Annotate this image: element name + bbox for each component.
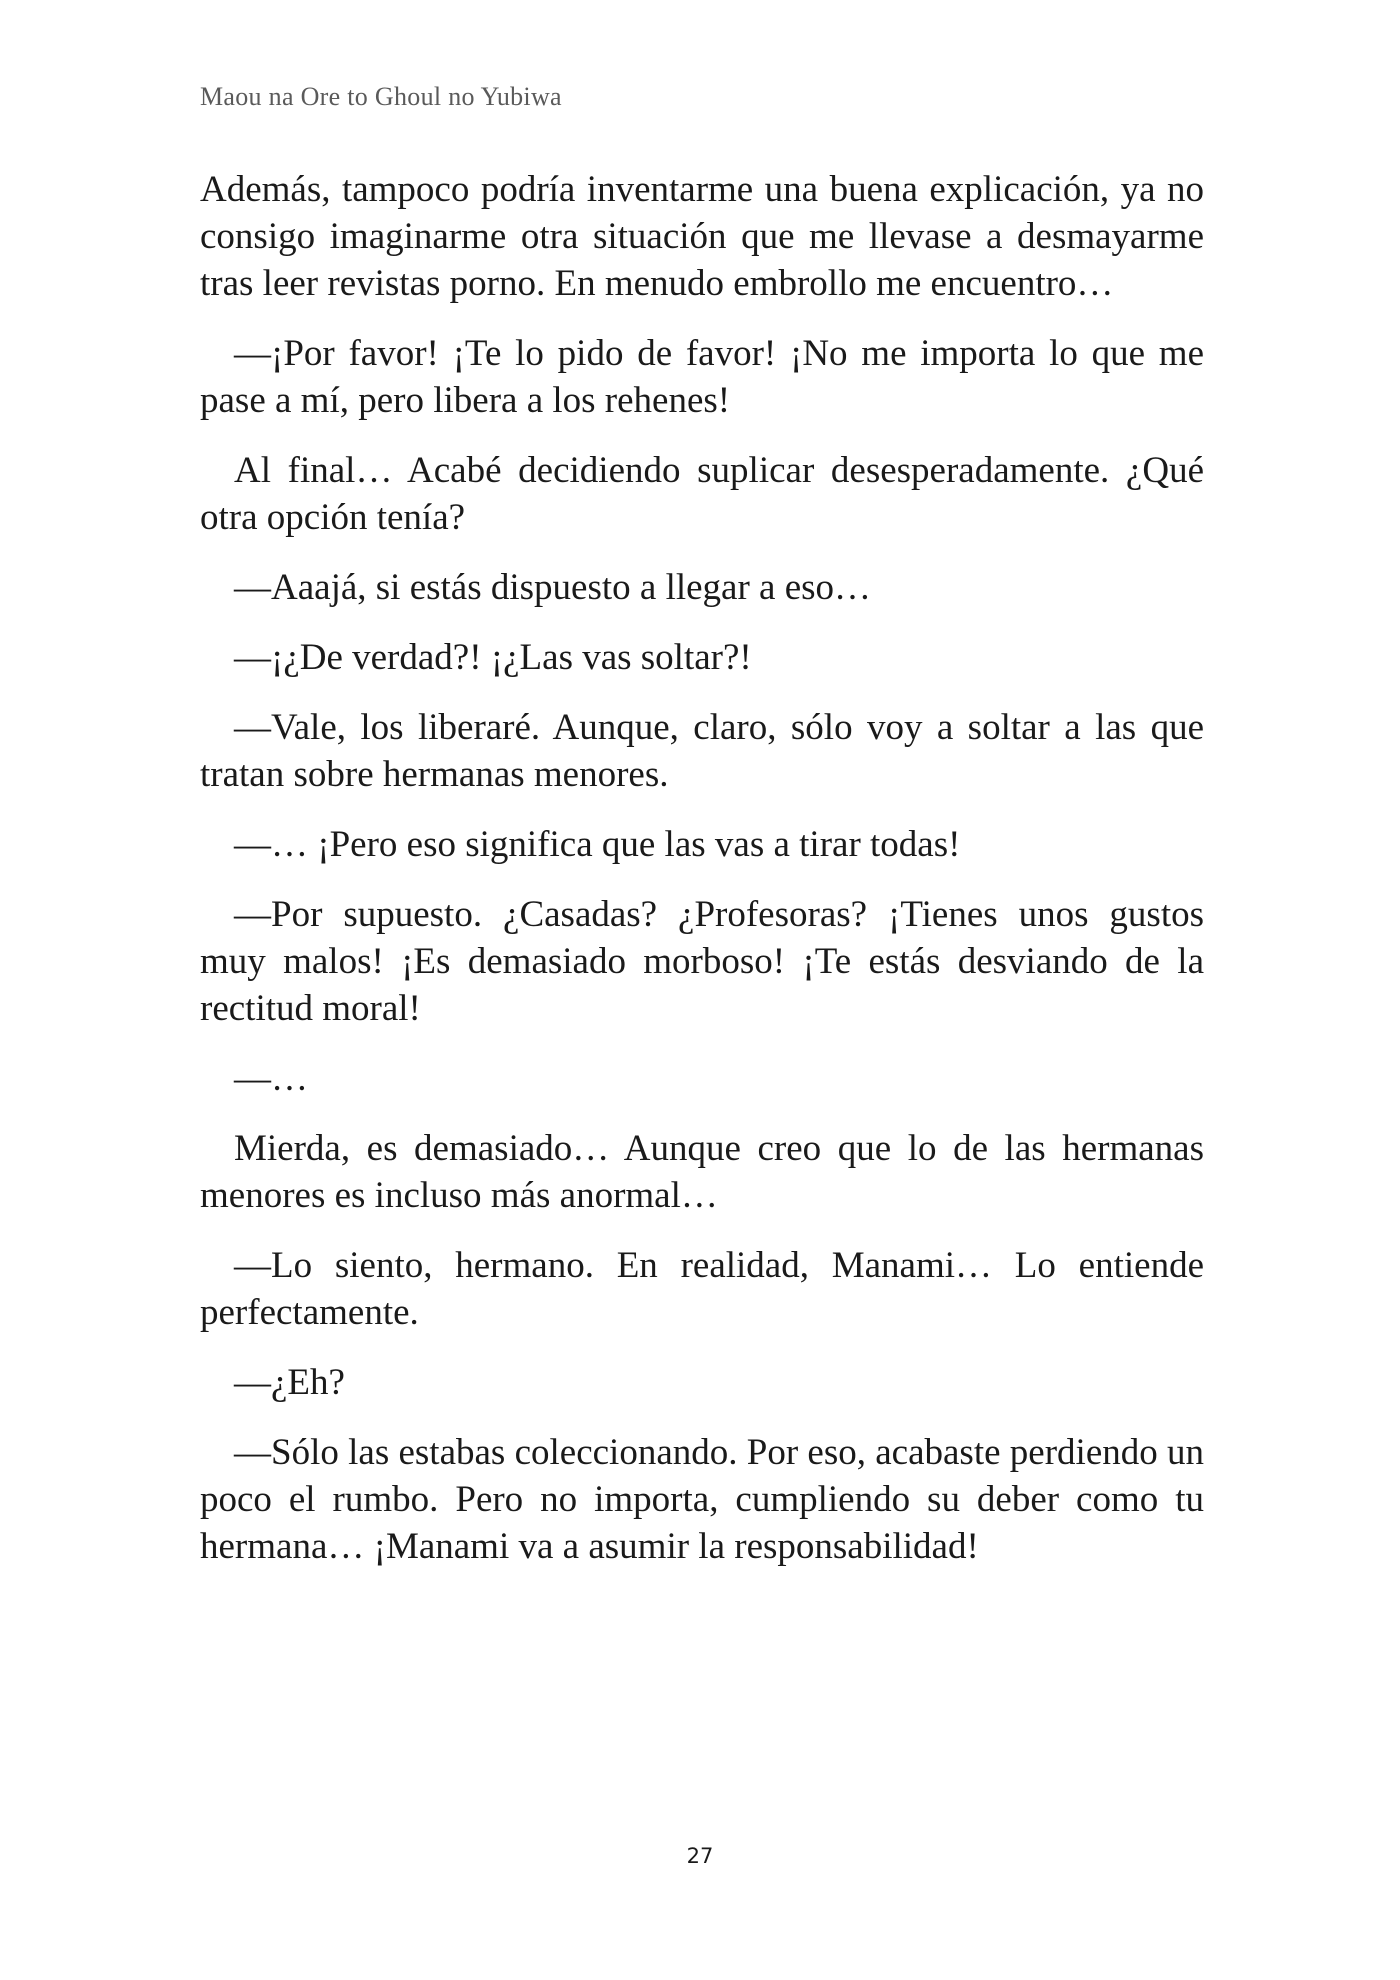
dialogue-line: —… ¡Pero eso significa que las vas a tirar todas! bbox=[234, 824, 961, 865]
dialogue-line: —¡¿De verdad?! ¡¿Las vas soltar?! bbox=[234, 637, 752, 678]
page-body bbox=[200, 166, 1204, 1593]
dialogue-line: —Por supuesto. ¿Casadas? ¿Profesoras? ¡Tienes unos gustos muy malos! ¡Es demasiado morboso! ¡Te estás desviando de la rectitud moral! bbox=[200, 894, 1204, 1029]
dialogue-line: —¿Eh? bbox=[234, 1362, 345, 1403]
running-header: Maou na Ore to Ghoul no Yubiwa bbox=[200, 82, 562, 111]
dialogue-line: —… bbox=[234, 1058, 308, 1099]
paragraph: Al final… Acabé decidiendo suplicar desesperadamente. ¿Qué otra opción tenía? bbox=[200, 450, 1204, 538]
paragraph: Además, tampoco podría inventarme una buena explicación, ya no consigo imaginarme otra situación que me llevase a desmayarme tras leer revistas porno. En menudo embrollo me encuentro… bbox=[200, 169, 1204, 304]
page-number: 27 bbox=[686, 1844, 714, 1868]
paragraph: Mierda, es demasiado… Aunque creo que lo de las hermanas menores es incluso más anormal… bbox=[200, 1128, 1204, 1216]
dialogue-line: —Sólo las estabas coleccionando. Por eso, acabaste perdiendo un poco el rumbo. Pero no importa, cumpliendo su deber como tu hermana… ¡Manami va a asumir la responsabilidad! bbox=[200, 1432, 1204, 1567]
dialogue-line: —Vale, los liberaré. Aunque, claro, sólo voy a soltar a las que tratan sobre hermanas menores. bbox=[200, 707, 1204, 795]
dialogue-line: —Aaajá, si estás dispuesto a llegar a eso… bbox=[234, 567, 872, 608]
dialogue-line: —Lo siento, hermano. En realidad, Manami… Lo entiende perfectamente. bbox=[200, 1245, 1204, 1333]
dialogue-line: —¡Por favor! ¡Te lo pido de favor! ¡No me importa lo que me pase a mí, pero libera a los rehenes! bbox=[200, 333, 1204, 421]
